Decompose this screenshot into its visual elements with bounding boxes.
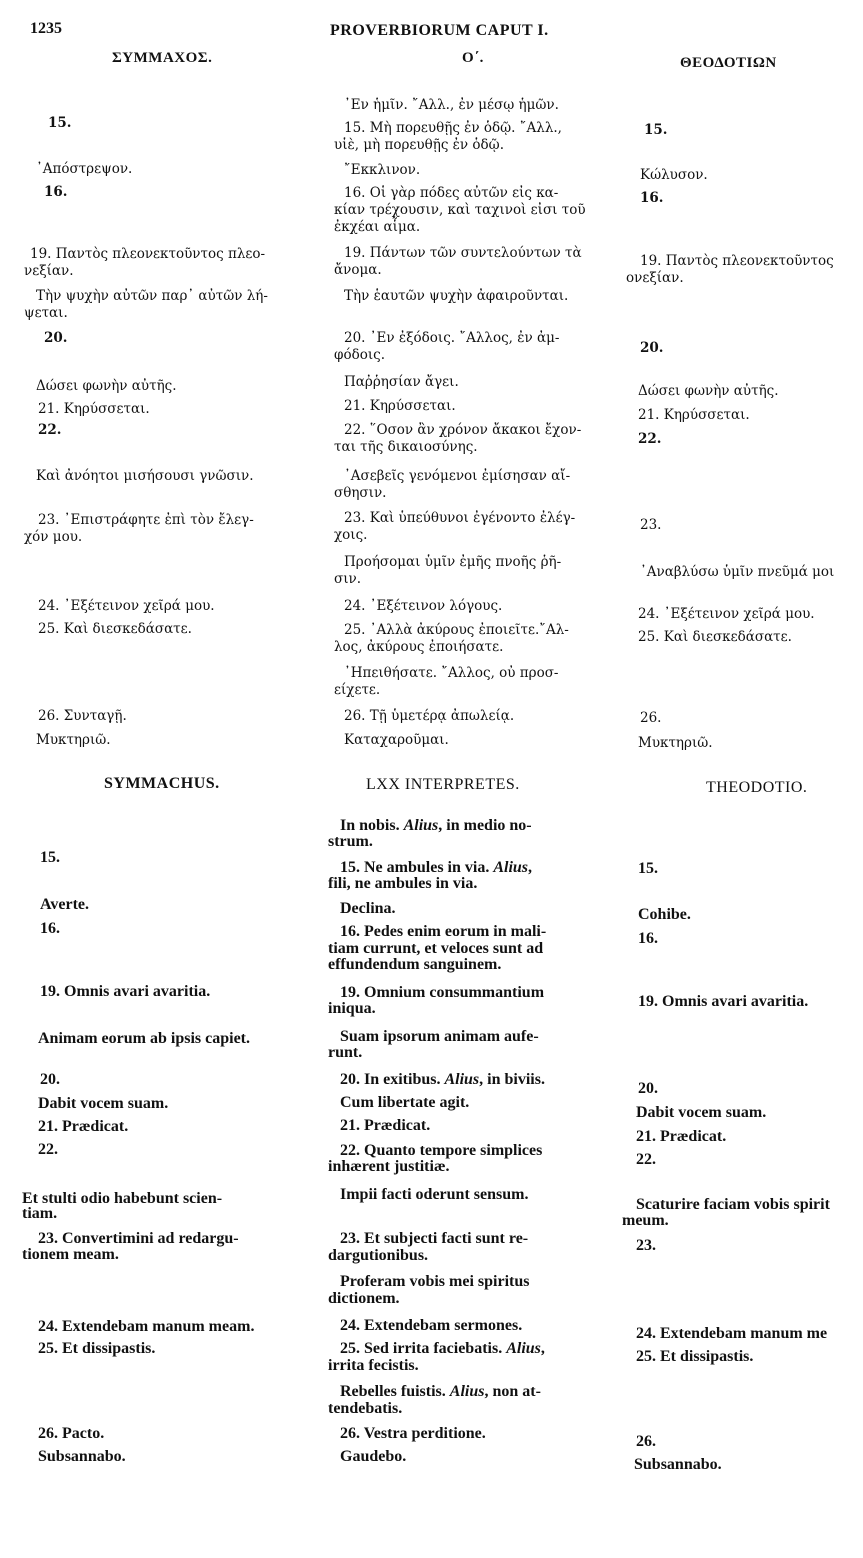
verse-line: strum. (328, 833, 373, 850)
verse-line: 24. Extendebam sermones. (340, 1317, 523, 1334)
verse-line: 20. (40, 1071, 60, 1088)
verse-line: Παῤῥησίαν ἄγει. (344, 374, 459, 390)
verse-line: tiam currunt, et veloces sunt ad (328, 940, 544, 957)
verse-line: 24. ᾿Εξέτεινον χεῖρά μου. (38, 598, 215, 614)
verse-line: χοις. (334, 527, 368, 543)
verse-line: 16. (40, 920, 60, 937)
verse-line: 25. Καὶ διεσκεδάσατε. (638, 629, 792, 645)
greek-title-symmachus: ΣΥΜΜΑΧΟΣ. (112, 50, 213, 66)
verse-line: ἄνομα. (334, 262, 382, 278)
verse-line: 19. Παντὸς πλεονεκτοῦντος (640, 253, 834, 269)
verse-line: Rebelles fuistis. Alius, non at- (340, 1383, 541, 1400)
verse-line: 24. Extendebam manum meam. (38, 1318, 255, 1335)
verse-line: Καταχαροῦμαι. (344, 732, 449, 748)
verse-line: 19. Πάντων τῶν συντελούντων τὰ (344, 245, 582, 261)
verse-line: σιν. (334, 571, 362, 587)
verse-line: λος, ἀκύρους ἐποιήσατε. (334, 639, 504, 655)
verse-line: Δώσει φωνὴν αὐτῆς. (36, 378, 177, 394)
verse-line: 21. Κηρύσσεται. (638, 407, 750, 423)
verse-line: ται τῆς δικαιοσύνης. (334, 439, 478, 455)
verse-line: 21. Κηρύσσεται. (38, 401, 150, 417)
verse-line: Cum libertate agit. (340, 1094, 470, 1111)
verse-line: 22. (38, 1141, 58, 1158)
verse-line: fili, ne ambules in via. (328, 875, 478, 892)
verse-line: 21. Prædicat. (636, 1128, 727, 1145)
verse-line: 26. (636, 1433, 656, 1450)
verse-line: 16. Οἱ γὰρ πόδες αὐτῶν εἰς κα- (344, 185, 559, 201)
page-title: PROVERBIORUM CAPUT I. (330, 22, 549, 39)
verse-line: 20. (44, 330, 68, 346)
greek-title-lxx: Ο΄. (462, 50, 484, 66)
verse-line: tionem meam. (22, 1246, 119, 1263)
verse-line: dictionem. (328, 1290, 400, 1307)
verse-line: 23. ᾿Επιστράφητε ἐπὶ τὸν ἔλεγ- (38, 512, 254, 528)
verse-line: Μυκτηριῶ. (36, 732, 111, 748)
verse-line: 23. (640, 517, 662, 533)
verse-line: 16. Pedes enim eorum in mali- (340, 923, 547, 940)
verse-line: 19. Omnis avari avaritia. (638, 993, 809, 1010)
page-number: 1235 (30, 20, 62, 37)
verse-line: Dabit vocem suam. (636, 1104, 767, 1121)
verse-line: 25. ᾿Αλλὰ ἀκύρους ἐποιεῖτε.῎Αλ- (344, 622, 569, 638)
verse-line: 25. Et dissipastis. (38, 1340, 156, 1357)
verse-line: 26. (640, 710, 662, 726)
verse-line: 25. Καὶ διεσκεδάσατε. (38, 621, 192, 637)
verse-line: 26. Pacto. (38, 1425, 105, 1442)
verse-line: 25. Sed irrita faciebatis. Alius, (340, 1340, 545, 1357)
verse-line: Et stulti odio habebunt scien- (22, 1190, 223, 1207)
verse-line: 19. Omnium consummantium (340, 984, 545, 1001)
verse-line: In nobis. Alius, in medio no- (340, 817, 532, 834)
verse-line: 22. ῞Οσον ἂν χρόνον ἄκακοι ἔχον- (344, 422, 582, 438)
verse-line: Dabit vocem suam. (38, 1095, 169, 1112)
verse-line: 20. (638, 1080, 658, 1097)
verse-line: ᾿Ασεβεῖς γενόμενοι ἐμίσησαν αἴ- (344, 468, 571, 484)
verse-line: 15. (48, 115, 72, 131)
verse-line: Declina. (340, 900, 396, 917)
verse-line: runt. (328, 1044, 363, 1061)
verse-line: είχετε. (334, 682, 381, 698)
verse-line: χόν μου. (24, 529, 83, 545)
verse-line: Subsannabo. (634, 1456, 722, 1473)
verse-line: Κώλυσον. (640, 167, 708, 183)
verse-line: iniqua. (328, 1000, 376, 1017)
verse-line: νεξίαν. (24, 263, 74, 279)
verse-line: 25. Et dissipastis. (636, 1348, 754, 1365)
verse-line: 23. Et subjecti facti sunt re- (340, 1230, 529, 1247)
verse-line: Gaudebo. (340, 1448, 407, 1465)
verse-line: tendebatis. (328, 1400, 403, 1417)
verse-line: 16. (638, 930, 658, 947)
verse-line: 19. Omnis avari avaritia. (40, 983, 211, 1000)
verse-line: dargutionibus. (328, 1247, 429, 1264)
verse-line: Τὴν ψυχὴν αὐτῶν παρ᾿ αὐτῶν λή- (36, 288, 268, 304)
verse-line: 15. (638, 860, 658, 877)
verse-line: irrita fecistis. (328, 1357, 419, 1374)
verse-line: υἱὲ, μὴ πορευθῇς ἐν ὁδῷ. (334, 137, 504, 153)
latin-title-theodotion: THEODOTIO. (706, 779, 808, 796)
verse-line: 15. Μὴ πορευθῇς ἐν ὁδῷ. ῎Αλλ., (344, 120, 562, 136)
verse-line: effundendum sanguinem. (328, 956, 502, 973)
verse-line: ᾿Αναβλύσω ὑμῖν πνεῦμά μοι (640, 564, 835, 580)
verse-line: κίαν τρέχουσιν, καὶ ταχινοὶ εἰσι τοῦ (334, 202, 586, 218)
verse-line: 24. ᾿Εξέτεινον λόγους. (344, 598, 503, 614)
verse-line: 21. Κηρύσσεται. (344, 398, 456, 414)
verse-line: ἐκχέαι αἷμα. (334, 219, 421, 235)
verse-line: 26. Τῇ ὑμετέρᾳ ἀπωλείᾳ. (344, 708, 515, 724)
verse-line: Τὴν ἑαυτῶν ψυχὴν ἀφαιροῦνται. (344, 288, 569, 304)
verse-line: 24. Extendebam manum me (636, 1325, 828, 1342)
verse-line: Suam ipsorum animam aufe- (340, 1028, 539, 1045)
verse-line: Scaturire faciam vobis spirit (636, 1196, 830, 1213)
verse-line: 16. (44, 184, 68, 200)
verse-line: Impii facti oderunt sensum. (340, 1186, 529, 1203)
latin-title-lxx: LXX INTERPRETES. (366, 776, 520, 793)
verse-line: Cohibe. (638, 906, 691, 923)
verse-line: 15. Ne ambules in via. Alius, (340, 859, 533, 876)
verse-line: Καὶ ἀνόητοι μισήσουσι γνῶσιν. (36, 468, 254, 484)
verse-line: 20. In exitibus. Alius, in biviis. (340, 1071, 545, 1088)
verse-line: 21. Prædicat. (38, 1118, 129, 1135)
verse-line: 15. (40, 849, 60, 866)
verse-line: ᾿Εν ἡμῖν. ῎Αλλ., ἐν μέσῳ ἡμῶν. (344, 97, 559, 113)
verse-line: 21. Prædicat. (340, 1117, 431, 1134)
verse-line: 24. ᾿Εξέτεινον χεῖρά μου. (638, 606, 815, 622)
greek-title-theodotion: ΘΕΟΔΟΤΙΩΝ (680, 55, 777, 71)
verse-line: 16. (640, 190, 664, 206)
verse-line: φόδοις. (334, 347, 385, 363)
verse-line: 23. Καὶ ὑπεύθυνοι ἐγένοντο ἐλέγ- (344, 510, 576, 526)
verse-line: 22. (636, 1151, 656, 1168)
verse-line: 20. ᾿Εν ἐξόδοις. ῎Αλλος, ἐν ἀμ- (344, 330, 560, 346)
verse-line: Δώσει φωνὴν αὐτῆς. (638, 383, 779, 399)
verse-line: ᾿Ηπειθήσατε. ῎Αλλος, οὐ προσ- (344, 665, 559, 681)
verse-line: Προήσομαι ὑμῖν ἐμῆς πνοῆς ῥῆ- (344, 554, 562, 570)
verse-line: 23. Convertimini ad redargu- (38, 1230, 239, 1247)
verse-line: inhærent justitiæ. (328, 1158, 450, 1175)
verse-line: 26. Vestra perditione. (340, 1425, 486, 1442)
verse-line: ψεται. (24, 305, 68, 321)
verse-line: ᾿Απόστρεψον. (36, 161, 133, 177)
verse-line: 23. (636, 1237, 656, 1254)
verse-line: 22. (638, 431, 662, 447)
verse-line: ῎Εκκλινον. (344, 162, 421, 178)
verse-line: Subsannabo. (38, 1448, 126, 1465)
verse-line: Animam eorum ab ipsis capiet. (38, 1030, 250, 1047)
verse-line: ονεξίαν. (626, 270, 684, 286)
latin-title-symmachus: SYMMACHUS. (104, 775, 220, 792)
verse-line: Proferam vobis mei spiritus (340, 1273, 530, 1290)
verse-line: 22. Quanto tempore simplices (340, 1142, 543, 1159)
verse-line: 22. (38, 422, 62, 438)
verse-line: σθησιν. (334, 485, 387, 501)
verse-line: 15. (644, 122, 668, 138)
verse-line: 20. (640, 340, 664, 356)
verse-line: 19. Παντὸς πλεονεκτοῦντος πλεο- (30, 246, 266, 262)
verse-line: meum. (622, 1212, 669, 1229)
verse-line: tiam. (22, 1205, 58, 1222)
verse-line: Averte. (40, 896, 89, 913)
verse-line: 26. Συνταγῇ. (38, 708, 127, 724)
verse-line: Μυκτηριῶ. (638, 735, 713, 751)
